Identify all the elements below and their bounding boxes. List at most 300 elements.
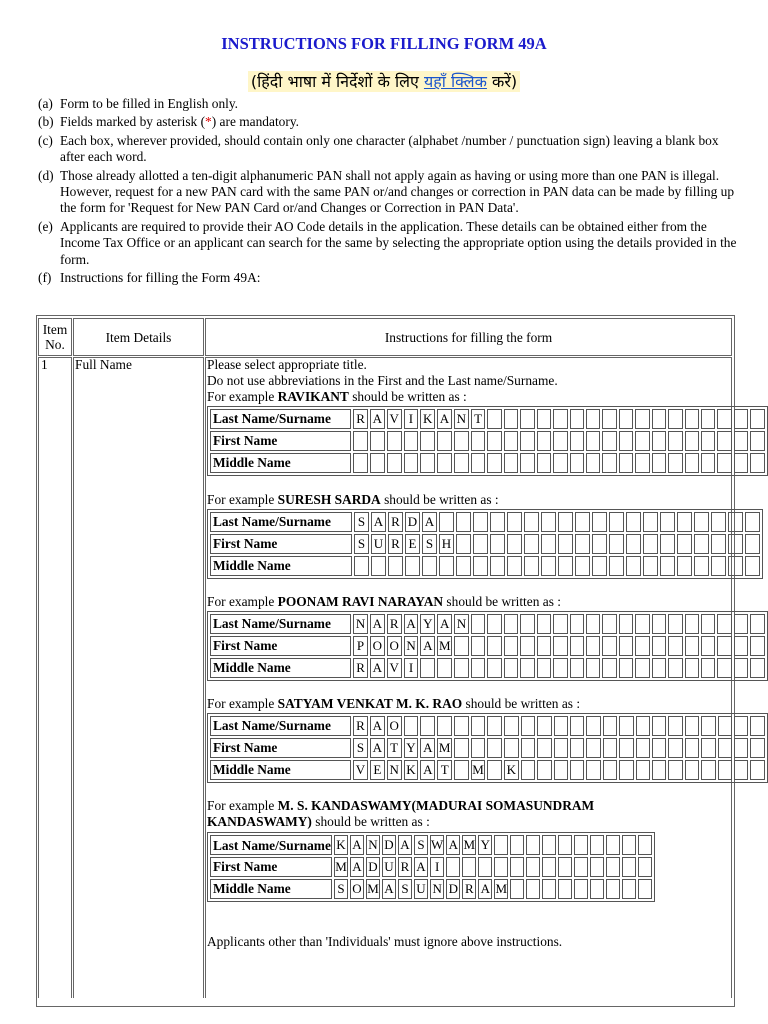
name-row-last	[210, 614, 765, 634]
char-box	[420, 453, 435, 473]
char-box	[609, 556, 624, 576]
char-box	[454, 453, 469, 473]
char-box	[586, 716, 600, 736]
char-box	[570, 636, 584, 656]
char-box	[507, 534, 522, 554]
header-item-details: Item Details	[73, 318, 204, 356]
char-box	[574, 857, 588, 877]
char-box: K	[404, 760, 419, 780]
char-box	[504, 614, 518, 634]
char-box	[592, 512, 607, 532]
row-label: Middle Name	[210, 879, 332, 899]
char-box	[404, 716, 419, 736]
char-box	[750, 738, 765, 758]
char-box: V	[353, 760, 368, 780]
char-box	[537, 658, 551, 678]
row-label: Middle Name	[210, 556, 352, 576]
char-box	[537, 409, 551, 429]
char-box: N	[353, 614, 368, 634]
char-box	[507, 556, 522, 576]
char-box	[638, 835, 652, 855]
char-box: A	[422, 512, 437, 532]
char-box: U	[371, 534, 386, 554]
name-row-last	[210, 512, 760, 532]
char-box	[473, 534, 488, 554]
row-label: First Name	[210, 534, 352, 554]
char-box	[520, 658, 534, 678]
char-box	[586, 431, 600, 451]
row-label: First Name	[210, 636, 351, 656]
char-box	[586, 658, 600, 678]
char-box	[717, 409, 731, 429]
char-box	[718, 716, 732, 736]
char-box: A	[398, 835, 412, 855]
page-title: INSTRUCTIONS FOR FILLING FORM 49A	[221, 34, 547, 53]
char-box	[734, 636, 748, 656]
char-box	[405, 556, 420, 576]
char-box: R	[353, 658, 368, 678]
char-box: N	[454, 614, 469, 634]
char-box	[685, 636, 699, 656]
char-box	[685, 760, 699, 780]
char-box	[626, 556, 641, 576]
char-box	[487, 716, 501, 736]
char-box	[619, 409, 633, 429]
char-box	[606, 835, 620, 855]
char-box	[603, 738, 617, 758]
char-box: S	[422, 534, 437, 554]
footer-note: Applicants other than 'Individuals' must ignore above instructions.	[207, 934, 563, 949]
char-box	[553, 636, 567, 656]
char-box: A	[370, 658, 385, 678]
char-box: U	[382, 857, 396, 877]
char-box	[420, 716, 435, 736]
list-item: (e) Applicants are required to provide their AO Code details in the application. These details can be obtained either from the Income Tax Office or an applicant can search for the same by selecting the appropriate option using the details provided in the form.	[38, 218, 737, 267]
char-box	[652, 716, 666, 736]
char-box	[635, 636, 649, 656]
char-box	[471, 431, 486, 451]
char-box: H	[439, 534, 454, 554]
char-box	[558, 857, 572, 877]
row-label: Middle Name	[210, 658, 351, 678]
instruction-lines: Please select appropriate title. Do not use abbreviations in the First and the Last name/Surname. For example RAVIKANT should be written as :	[207, 357, 727, 405]
char-box	[537, 738, 551, 758]
name-row-middle	[210, 453, 765, 473]
char-box: U	[414, 879, 428, 899]
char-box: S	[398, 879, 412, 899]
char-box	[456, 556, 471, 576]
char-box	[609, 512, 624, 532]
char-box: A	[420, 738, 435, 758]
char-box	[487, 453, 501, 473]
char-box	[652, 614, 666, 634]
char-box: D	[405, 512, 420, 532]
char-box	[668, 409, 682, 429]
char-box	[711, 534, 726, 554]
char-box	[370, 453, 385, 473]
char-box	[602, 431, 616, 451]
char-box	[586, 453, 600, 473]
char-box	[478, 857, 492, 877]
char-box	[635, 614, 649, 634]
char-box	[728, 512, 743, 532]
char-box	[668, 614, 682, 634]
char-box	[456, 534, 471, 554]
char-box	[494, 835, 508, 855]
char-box: W	[430, 835, 444, 855]
name-example-table	[207, 509, 763, 579]
char-box: R	[462, 879, 476, 899]
row-label: Middle Name	[210, 453, 351, 473]
item-details-column	[73, 357, 204, 998]
char-box	[636, 738, 650, 758]
char-box	[526, 857, 540, 877]
char-box: K	[334, 835, 348, 855]
char-box: R	[353, 716, 368, 736]
char-box	[619, 658, 633, 678]
char-box	[685, 614, 699, 634]
char-box	[685, 658, 699, 678]
char-box	[371, 556, 386, 576]
char-box	[454, 431, 469, 451]
char-box	[558, 879, 572, 899]
char-box	[439, 512, 454, 532]
char-box	[490, 556, 505, 576]
char-box	[471, 636, 485, 656]
char-box	[387, 431, 402, 451]
char-box	[685, 409, 699, 429]
char-box	[510, 835, 524, 855]
char-box	[473, 556, 488, 576]
list-item: (f) Instructions for filling the Form 49A:	[38, 270, 261, 286]
char-box: Y	[478, 835, 492, 855]
list-item: (b) Fields marked by asterisk (*) are mandatory.	[38, 114, 299, 130]
char-box	[685, 431, 699, 451]
char-box	[570, 453, 584, 473]
char-box	[524, 534, 539, 554]
char-box	[619, 760, 633, 780]
list-item: (d) Those already allotted a ten-digit alphanumeric PAN shall not apply again as having or using more than one PAN is illegal. However, request for a new PAN card with the same PAN or/and changes or correction in PAN data can be made by filling up the form for 'Request for New PAN Card or/and Changes or Correction in PAN Data'.	[38, 167, 735, 216]
hindi-instructions-line	[0, 70, 768, 92]
char-box	[750, 658, 765, 678]
char-box	[635, 658, 649, 678]
asterisk-mark: *	[205, 114, 212, 130]
char-box	[745, 534, 760, 554]
char-box: M	[437, 636, 452, 656]
char-box	[537, 636, 551, 656]
char-box: A	[370, 738, 385, 758]
char-box: T	[437, 760, 452, 780]
char-box	[728, 556, 743, 576]
char-box	[504, 409, 518, 429]
char-box	[652, 409, 666, 429]
char-box	[602, 409, 616, 429]
name-row-middle	[210, 658, 765, 678]
char-box: P	[353, 636, 368, 656]
char-box	[677, 534, 692, 554]
char-box	[626, 534, 641, 554]
row-label: First Name	[210, 857, 332, 877]
char-box	[487, 636, 501, 656]
char-box	[462, 857, 476, 877]
char-box: Y	[404, 738, 419, 758]
char-box	[554, 738, 568, 758]
char-box	[586, 636, 600, 656]
char-box	[660, 512, 675, 532]
char-box	[609, 534, 624, 554]
char-box	[487, 738, 501, 758]
char-box: M	[366, 879, 380, 899]
char-box	[437, 431, 452, 451]
char-box: M	[437, 738, 452, 758]
name-example-table	[207, 406, 768, 476]
char-box	[454, 716, 468, 736]
char-box	[454, 636, 469, 656]
char-box	[504, 453, 518, 473]
char-box	[570, 658, 584, 678]
char-box	[701, 716, 715, 736]
char-box	[685, 738, 699, 758]
char-box	[520, 636, 534, 656]
char-box	[537, 716, 551, 736]
char-box: O	[350, 879, 364, 899]
char-box: O	[387, 716, 402, 736]
char-box	[487, 614, 501, 634]
char-box	[643, 512, 658, 532]
char-box: T	[471, 409, 486, 429]
char-box	[602, 614, 616, 634]
char-box: V	[387, 409, 402, 429]
list-item: (a) Form to be filled in English only.	[38, 96, 239, 111]
char-box: A	[382, 879, 396, 899]
char-box	[685, 453, 699, 473]
char-box	[487, 409, 501, 429]
char-box	[668, 716, 682, 736]
char-box	[590, 857, 604, 877]
char-box	[575, 534, 590, 554]
char-box	[558, 534, 573, 554]
char-box	[570, 614, 584, 634]
char-box	[473, 512, 488, 532]
char-box	[635, 453, 649, 473]
char-box	[619, 614, 633, 634]
hindi-highlight: (हिंदी भाषा में निर्देशों के लिए यहाँ क्लिक करें)	[248, 71, 520, 92]
char-box	[537, 431, 551, 451]
char-box: N	[404, 636, 419, 656]
char-box	[537, 760, 551, 780]
char-box	[636, 760, 650, 780]
char-box	[558, 512, 573, 532]
item-no-column	[38, 357, 72, 998]
char-box	[668, 738, 682, 758]
example-caption: For example RAVIKANT should be written as :	[207, 389, 467, 404]
char-box: A	[370, 409, 385, 429]
char-box	[592, 556, 607, 576]
char-box	[622, 879, 636, 899]
char-box	[439, 556, 454, 576]
char-box	[510, 879, 524, 899]
row-label: First Name	[210, 431, 351, 451]
char-box: E	[370, 760, 385, 780]
char-box: A	[371, 512, 386, 532]
name-row-first	[210, 636, 765, 656]
char-box: S	[354, 512, 369, 532]
char-box	[750, 614, 765, 634]
char-box: N	[366, 835, 380, 855]
char-box	[619, 431, 633, 451]
char-box	[750, 760, 765, 780]
hindi-click-here-link[interactable]: यहाँ क्लिक	[423, 72, 487, 91]
char-box	[619, 738, 633, 758]
name-row-first	[210, 857, 652, 877]
char-box	[652, 453, 666, 473]
char-box	[590, 835, 604, 855]
char-box	[554, 760, 568, 780]
char-box	[487, 431, 501, 451]
char-box	[603, 760, 617, 780]
char-box	[487, 658, 501, 678]
char-box	[745, 556, 760, 576]
char-box	[570, 716, 584, 736]
char-box	[537, 453, 551, 473]
char-box	[734, 431, 748, 451]
char-box	[575, 556, 590, 576]
char-box	[668, 658, 682, 678]
char-box: A	[370, 614, 385, 634]
char-box: S	[354, 534, 369, 554]
char-box	[520, 614, 534, 634]
char-box	[575, 512, 590, 532]
char-box: N	[430, 879, 444, 899]
char-box	[524, 512, 539, 532]
char-box	[718, 738, 732, 758]
char-box	[619, 453, 633, 473]
char-box	[734, 658, 748, 678]
char-box: K	[420, 409, 435, 429]
char-box	[524, 556, 539, 576]
char-box	[437, 716, 452, 736]
name-row-last	[210, 835, 652, 855]
char-box	[701, 738, 715, 758]
char-box	[446, 857, 460, 877]
char-box: I	[404, 658, 419, 678]
char-box: S	[353, 738, 368, 758]
char-box	[717, 614, 731, 634]
char-box: A	[446, 835, 460, 855]
char-box	[668, 636, 682, 656]
char-box	[553, 658, 567, 678]
char-box: E	[405, 534, 420, 554]
name-example-table	[207, 611, 768, 681]
char-box	[717, 453, 731, 473]
char-box	[606, 857, 620, 877]
char-box	[606, 879, 620, 899]
name-row-middle	[210, 760, 765, 780]
char-box	[603, 716, 617, 736]
list-item: (c) Each box, wherever provided, should contain only one character (alphabet /number / punctuation sign) leaving a blank box after each word.	[38, 132, 719, 165]
char-box	[471, 716, 486, 736]
char-box	[526, 835, 540, 855]
example-caption: For example SATYAM VENKAT M. K. RAO should be written as :	[207, 696, 581, 711]
char-box	[521, 738, 535, 758]
char-box	[471, 658, 485, 678]
char-box	[553, 431, 567, 451]
char-box: R	[387, 614, 402, 634]
char-box	[570, 431, 584, 451]
char-box	[638, 857, 652, 877]
char-box	[521, 760, 535, 780]
char-box	[454, 738, 468, 758]
char-box	[718, 760, 732, 780]
char-box	[387, 453, 402, 473]
char-box	[750, 431, 765, 451]
name-row-last	[210, 716, 765, 736]
char-box	[520, 431, 534, 451]
char-box	[471, 738, 486, 758]
char-box	[734, 738, 748, 758]
name-example-table	[207, 832, 655, 902]
char-box: D	[366, 857, 380, 877]
char-box	[685, 716, 699, 736]
name-row-last	[210, 409, 765, 429]
char-box	[652, 738, 666, 758]
char-box	[660, 556, 675, 576]
char-box	[574, 835, 588, 855]
char-box	[638, 879, 652, 899]
char-box	[619, 636, 633, 656]
char-box	[734, 453, 748, 473]
char-box	[574, 879, 588, 899]
char-box	[471, 614, 485, 634]
char-box	[521, 716, 535, 736]
char-box	[592, 534, 607, 554]
char-box	[694, 556, 709, 576]
char-box	[626, 512, 641, 532]
char-box	[635, 431, 649, 451]
char-box	[643, 534, 658, 554]
char-box: A	[437, 614, 452, 634]
char-box	[660, 534, 675, 554]
char-box: M	[471, 760, 486, 780]
char-box	[504, 431, 518, 451]
char-box	[456, 512, 471, 532]
char-box	[652, 431, 666, 451]
name-row-middle	[210, 879, 652, 899]
row-label: Middle Name	[210, 760, 351, 780]
char-box	[586, 738, 600, 758]
char-box	[750, 453, 765, 473]
char-box	[734, 760, 748, 780]
char-box	[602, 453, 616, 473]
char-box	[586, 760, 600, 780]
char-box: I	[430, 857, 444, 877]
char-box	[734, 716, 748, 736]
char-box: R	[388, 512, 403, 532]
char-box	[636, 716, 650, 736]
row-label: Last Name/Surname	[210, 409, 351, 429]
char-box	[553, 453, 567, 473]
char-box	[694, 534, 709, 554]
char-box	[354, 556, 369, 576]
char-box	[553, 614, 567, 634]
instruction-list	[38, 96, 738, 288]
char-box	[619, 716, 633, 736]
char-box	[558, 556, 573, 576]
example-caption: For example POONAM RAVI NARAYAN should be written as :	[207, 594, 561, 609]
char-box: M	[462, 835, 476, 855]
char-box	[717, 658, 731, 678]
char-box	[553, 409, 567, 429]
